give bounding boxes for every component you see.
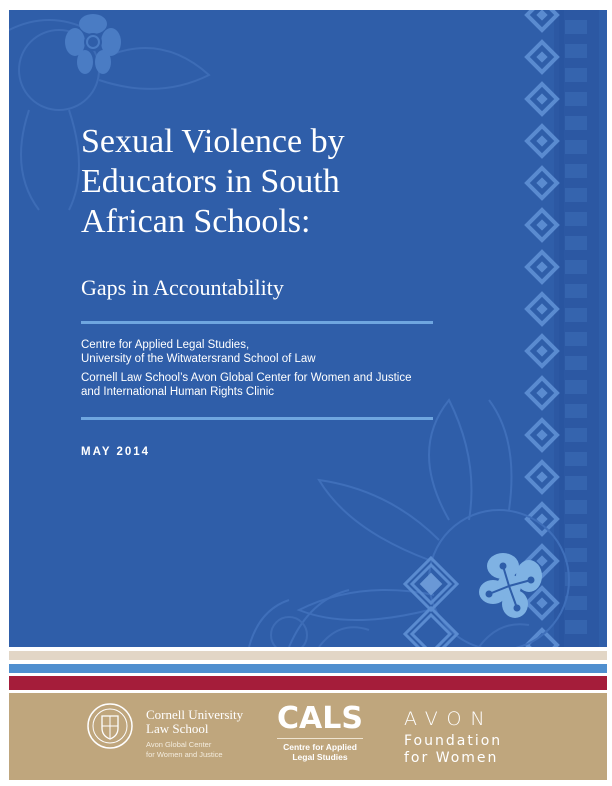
stripe-blue: [9, 664, 607, 673]
avon-sub-line-1: Foundation: [404, 733, 503, 749]
title-line-1: Sexual Violence by: [81, 123, 345, 160]
cals-sub-line-1: Centre for Applied: [283, 742, 357, 752]
cals-sub-line-2: Legal Studies: [292, 752, 348, 762]
cals-logo: [272, 703, 368, 762]
cals-divider: [277, 738, 363, 739]
title-line-2: Educators in South: [81, 163, 340, 200]
avon-foundation-logo: [404, 708, 502, 767]
organization-cornell: [81, 371, 412, 399]
title-line-3: African Schools:: [81, 203, 311, 240]
report-subtitle: Gaps in Accountability: [81, 275, 284, 300]
org-2-line-2: and International Human Rights Clinic: [81, 386, 275, 398]
organization-cals: [81, 338, 316, 366]
stripe-beige: [9, 651, 607, 660]
avon-sub-line-2: for Women: [404, 750, 499, 766]
report-title: [81, 122, 441, 242]
cornell-subtext: [146, 740, 223, 760]
divider-bottom: [81, 417, 433, 420]
divider-top: [81, 321, 433, 324]
org-1-line-1: Centre for Applied Legal Studies,: [81, 339, 250, 351]
cornell-sub-line-1: Avon Global Center: [146, 740, 212, 749]
cornell-name-line-1: Cornell University: [146, 707, 244, 722]
avon-subtext: [404, 733, 502, 767]
cornell-name-line-2: Law School: [146, 721, 209, 736]
decorative-pattern-icon: [9, 10, 607, 647]
cornell-seal-icon: [86, 702, 134, 750]
cornell-name: [146, 708, 243, 736]
cornell-sub-line-2: for Women and Justice: [146, 750, 223, 759]
org-2-line-1: Cornell Law School’s Avon Global Center for Women and Justice: [81, 372, 412, 384]
cornell-logo: [86, 702, 256, 764]
stripe-red: [9, 676, 607, 690]
publication-date: MAY 2014: [81, 446, 151, 458]
cals-acronym: CALS: [277, 701, 363, 736]
cover-panel: [9, 10, 607, 647]
org-1-line-2: University of the Witwatersrand School of Law: [81, 353, 316, 365]
avon-wordmark: AVON: [404, 708, 494, 730]
cals-subtext: [272, 742, 368, 762]
